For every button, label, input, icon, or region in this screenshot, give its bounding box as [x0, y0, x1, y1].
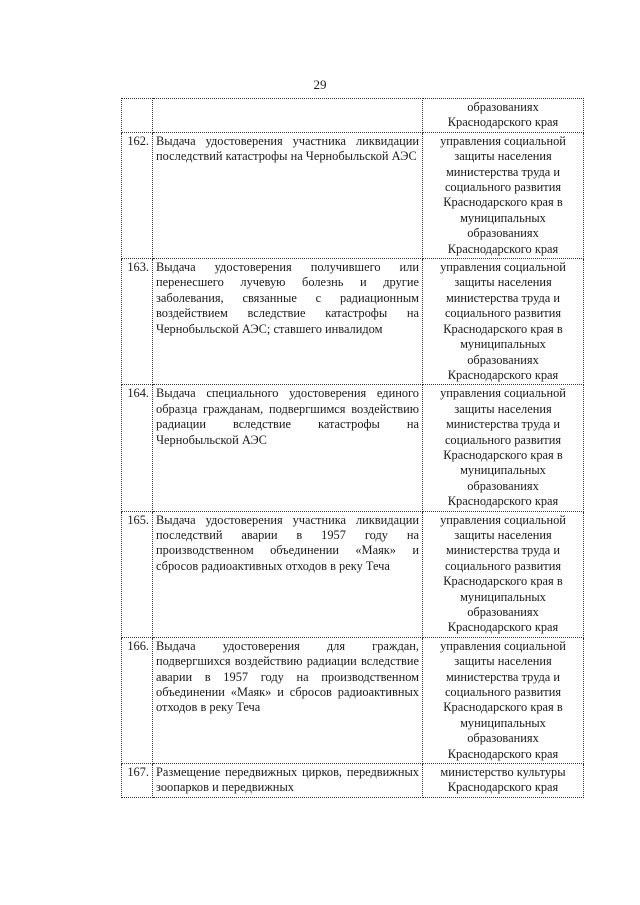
row-number: [122, 99, 153, 133]
table-row: [122, 637, 584, 763]
page-number: 29: [313, 77, 327, 92]
service-description: Выдача удостоверения участника ликвидации последствий аварии в 1957 году на производственном объединении «Маяк» и сбросов радиоактивных отходов в реку Теча: [153, 511, 423, 637]
row-number: 164.: [122, 385, 153, 511]
organization-line: Краснодарского края: [447, 241, 559, 256]
responsible-organization: [423, 132, 584, 258]
table-row: [122, 511, 584, 637]
organization-line: управления социальной: [440, 133, 566, 148]
organization-line: управления социальной: [440, 260, 566, 275]
organization-line: Краснодарского края: [447, 620, 559, 635]
organization-line: защиты населения: [454, 275, 552, 290]
responsible-organization: [423, 385, 584, 511]
organization-line: Краснодарского края: [447, 367, 559, 382]
table-row: [122, 764, 584, 798]
organization-line: защиты населения: [454, 527, 552, 542]
table-row: [122, 385, 584, 511]
organization-line: защиты населения: [454, 149, 552, 164]
service-description: Размещение передвижных цирков, передвижных зоопарков и передвижных: [153, 764, 423, 798]
organization-line: министерства труда и: [445, 417, 561, 432]
organization-line: образованиях: [467, 100, 539, 114]
organization-line: муниципальных: [460, 210, 546, 225]
organization-line: социального развития: [444, 432, 562, 447]
organization-line: Краснодарского края: [447, 115, 559, 130]
row-number: 163.: [122, 259, 153, 385]
table-row: [122, 259, 584, 385]
service-description: Выдача удостоверения для граждан, подвергшихся воздействию радиации вследствие аварии в 1957 году на производственном объединении «Маяк» и сбросов радиоактивных отходов в реку Теча: [153, 637, 423, 763]
responsible-organization: [423, 511, 584, 637]
organization-line: министерство культуры: [440, 765, 566, 780]
organization-line: социального развития: [444, 558, 562, 573]
row-number: 166.: [122, 637, 153, 763]
organization-line: социального развития: [444, 306, 562, 321]
organization-line: образованиях: [467, 605, 539, 619]
organization-line: муниципальных: [460, 589, 546, 604]
service-description: Выдача удостоверения участника ликвидации последствий катастрофы на Чернобыльской АЭС: [153, 132, 423, 258]
services-table: [121, 98, 584, 798]
responsible-organization: [423, 637, 584, 763]
organization-line: управления социальной: [440, 386, 566, 401]
service-description: Выдача удостоверения получившего или перенесшего лучевую болезнь и другие заболевания, связанные с радиационным воздействием вследствие катастрофы на Чернобыльской АЭС; ставшего инвалидом: [153, 259, 423, 385]
organization-line: образованиях: [467, 731, 539, 746]
organization-line: министерства труда и: [445, 290, 561, 305]
row-number: 165.: [122, 511, 153, 637]
organization-line: Краснодарского края в: [443, 447, 563, 462]
organization-line: муниципальных: [460, 715, 546, 730]
organization-line: образованиях: [467, 226, 539, 241]
organization-line: образованиях: [467, 478, 539, 493]
responsible-organization: [423, 259, 584, 385]
row-number: 167.: [122, 764, 153, 798]
row-number: 162.: [122, 132, 153, 258]
organization-line: Краснодарского края в: [443, 321, 563, 336]
service-description: [153, 99, 423, 133]
organization-line: Краснодарского края: [447, 780, 559, 795]
organization-line: Краснодарского края: [447, 746, 559, 761]
organization-line: Краснодарского края в: [443, 574, 563, 589]
organization-line: управления социальной: [440, 638, 566, 653]
organization-line: муниципальных: [460, 463, 546, 478]
responsible-organization: [423, 764, 584, 798]
service-description: Выдача специального удостоверения единого образца гражданам, подвергшимся воздействию радиации вследствие катастрофы на Чернобыльской АЭС: [153, 385, 423, 511]
organization-line: Краснодарского края в: [443, 195, 563, 210]
organization-line: образованиях: [467, 352, 539, 367]
organization-line: защиты населения: [454, 654, 552, 669]
organization-line: защиты населения: [454, 401, 552, 416]
organization-line: социального развития: [444, 685, 562, 700]
organization-line: Краснодарского края в: [443, 700, 563, 715]
organization-line: министерства труда и: [445, 543, 561, 558]
organization-line: управления социальной: [440, 512, 566, 527]
organization-line: Краснодарского края: [447, 494, 559, 509]
organization-line: министерства труда и: [445, 669, 561, 684]
table-row: [122, 99, 584, 133]
responsible-organization: [423, 99, 584, 133]
table-row: [122, 132, 584, 258]
organization-line: социального развития: [444, 180, 562, 195]
organization-line: муниципальных: [460, 337, 546, 352]
organization-line: министерства труда и: [445, 164, 561, 179]
